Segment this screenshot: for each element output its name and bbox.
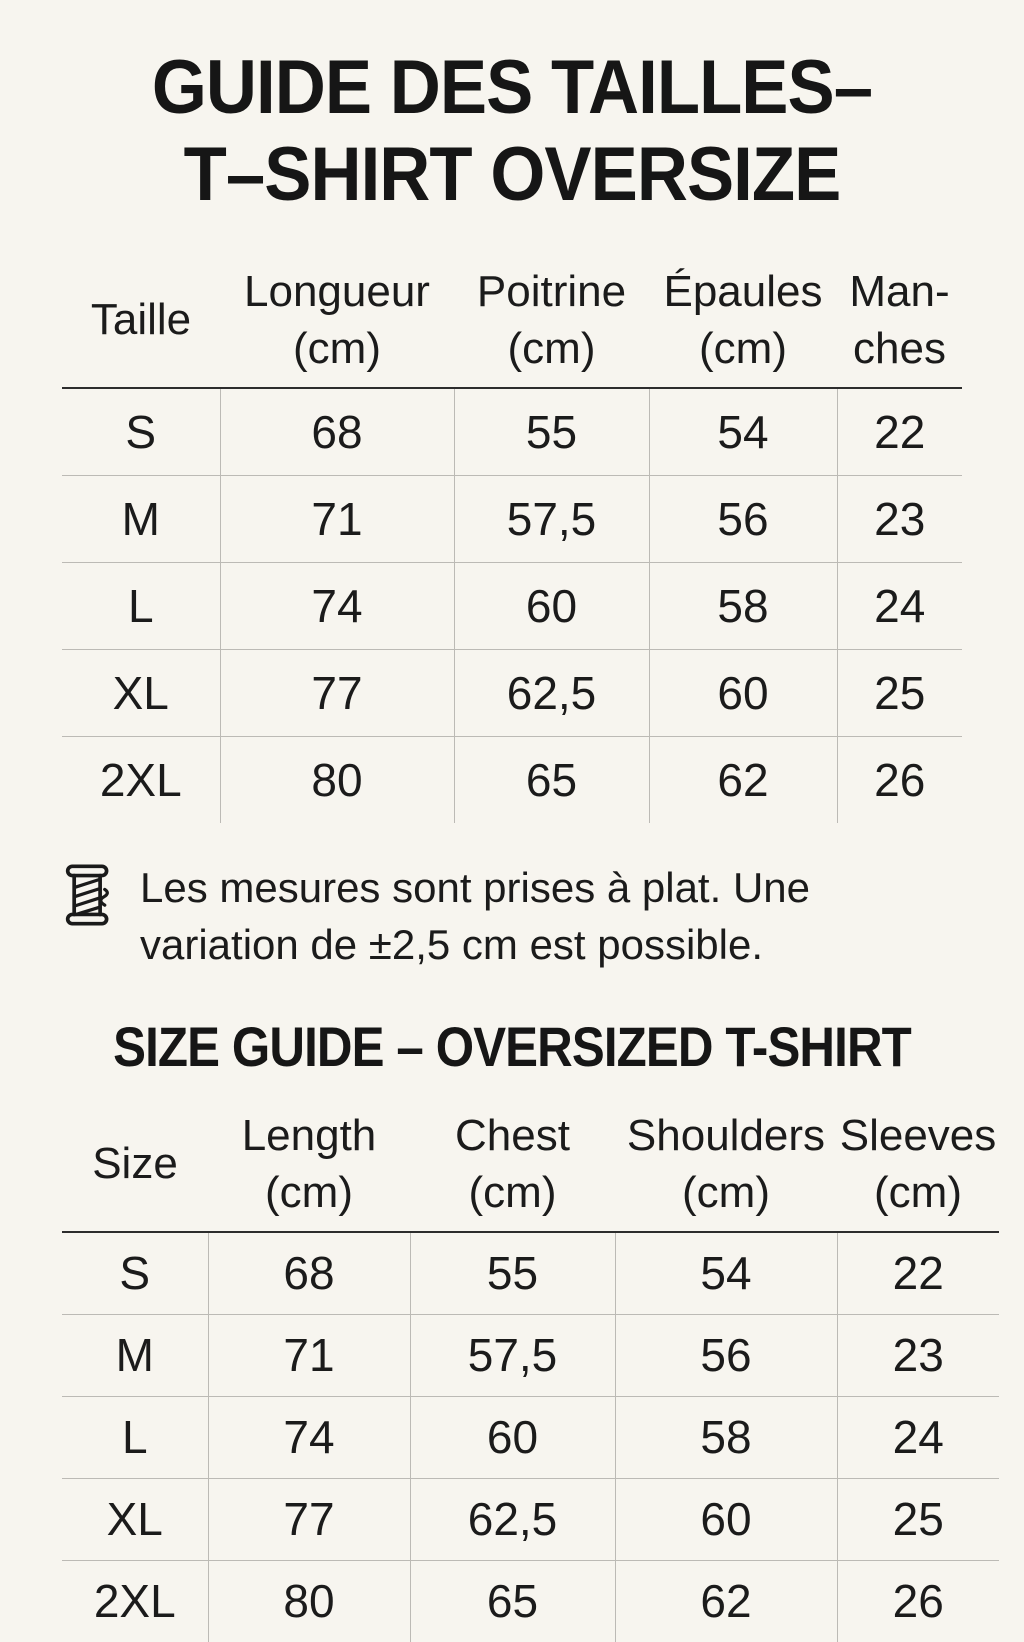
measure-cell: 24	[837, 563, 962, 650]
table-row	[62, 1560, 999, 1642]
measure-cell: 68	[220, 388, 454, 476]
column-header-length: Length (cm)	[208, 1107, 410, 1232]
measure-cell: 65	[454, 737, 649, 824]
size-label-cell: S	[62, 388, 220, 476]
column-header-shoulders: Shoulders (cm)	[615, 1107, 837, 1232]
thread-spool-icon	[64, 863, 114, 927]
measure-cell: 77	[208, 1478, 410, 1560]
column-header-size: Size	[62, 1107, 208, 1232]
size-label-cell: L	[62, 1396, 208, 1478]
measure-cell: 58	[649, 563, 837, 650]
column-header-sleeves: Sleeves (cm)	[837, 1107, 999, 1232]
measure-cell: 22	[837, 388, 962, 476]
table-header-row	[62, 263, 962, 388]
measure-cell: 57,5	[454, 476, 649, 563]
measure-cell: 55	[454, 388, 649, 476]
measurement-note-text	[140, 859, 810, 973]
table-row	[62, 650, 962, 737]
page-title-fr-line1: GUIDE DES TAILLES–	[151, 45, 873, 130]
size-guide-page	[0, 44, 1024, 1628]
page-title-fr	[36, 44, 988, 219]
measure-cell: 56	[649, 476, 837, 563]
table-header-row	[62, 1107, 999, 1232]
measure-cell: 62,5	[410, 1478, 615, 1560]
measure-cell: 77	[220, 650, 454, 737]
measure-cell: 68	[208, 1232, 410, 1315]
measurement-note-line2: variation de ±2,5 cm est possible.	[140, 921, 764, 969]
table-row	[62, 737, 962, 824]
table-row	[62, 1314, 999, 1396]
measure-cell: 24	[837, 1396, 999, 1478]
column-header-taille: Taille	[62, 263, 220, 388]
measure-cell: 60	[454, 563, 649, 650]
measure-cell: 55	[410, 1232, 615, 1315]
measure-cell: 23	[837, 476, 962, 563]
size-label-cell: 2XL	[93, 1575, 176, 1628]
measure-cell: 60	[615, 1478, 837, 1560]
column-header-epaules: Épaules (cm)	[649, 263, 837, 388]
measure-cell: 54	[649, 388, 837, 476]
measurement-note	[64, 859, 964, 973]
page-title-fr-line2: T–SHIRT OVERSIZE	[183, 132, 841, 218]
measure-cell: 57,5	[410, 1314, 615, 1396]
table-row	[62, 563, 962, 650]
table-row	[62, 1396, 999, 1478]
measure-cell: 26	[837, 737, 962, 824]
measure-cell: 65	[410, 1560, 615, 1642]
measure-cell: 62,5	[454, 650, 649, 737]
measure-cell: 71	[208, 1314, 410, 1396]
measure-cell: 80	[220, 737, 454, 824]
measure-cell: 74	[220, 563, 454, 650]
measure-cell: 62	[615, 1560, 837, 1642]
column-header-manches: Man- ches	[837, 263, 962, 388]
measure-cell: 26	[837, 1560, 999, 1642]
measure-cell: 56	[615, 1314, 837, 1396]
size-label-cell: L	[62, 563, 220, 650]
measure-cell: 25	[837, 1478, 999, 1560]
table-row	[62, 388, 962, 476]
column-header-chest: Chest (cm)	[410, 1107, 615, 1232]
measure-cell: 74	[208, 1396, 410, 1478]
size-label-cell: S	[62, 1232, 208, 1315]
table-row	[62, 1478, 999, 1560]
size-table-en	[62, 1107, 999, 1642]
table-row	[62, 1232, 999, 1315]
measure-cell: 60	[649, 650, 837, 737]
measure-cell: 58	[615, 1396, 837, 1478]
measure-cell: 25	[837, 650, 962, 737]
size-label-cell: M	[62, 1314, 208, 1396]
size-label-cell: XL	[62, 1478, 208, 1560]
measure-cell: 80	[208, 1560, 410, 1642]
measure-cell: 23	[837, 1314, 999, 1396]
size-table-fr	[62, 263, 962, 823]
measure-cell: 22	[837, 1232, 999, 1315]
table-row	[62, 476, 962, 563]
measure-cell: 60	[410, 1396, 615, 1478]
page-title-en: SIZE GUIDE – OVERSIZED T-SHIRT	[113, 1015, 911, 1079]
column-header-poitrine: Poitrine (cm)	[454, 263, 649, 388]
measure-cell: 62	[649, 737, 837, 824]
measurement-note-line1: Les mesures sont prises à plat. Une	[140, 864, 810, 912]
size-label-cell: 2XL	[99, 754, 182, 807]
size-label-cell: XL	[62, 650, 220, 737]
measure-cell: 71	[220, 476, 454, 563]
column-header-longueur: Longueur (cm)	[220, 263, 454, 388]
size-label-cell: M	[62, 476, 220, 563]
measure-cell: 54	[615, 1232, 837, 1315]
